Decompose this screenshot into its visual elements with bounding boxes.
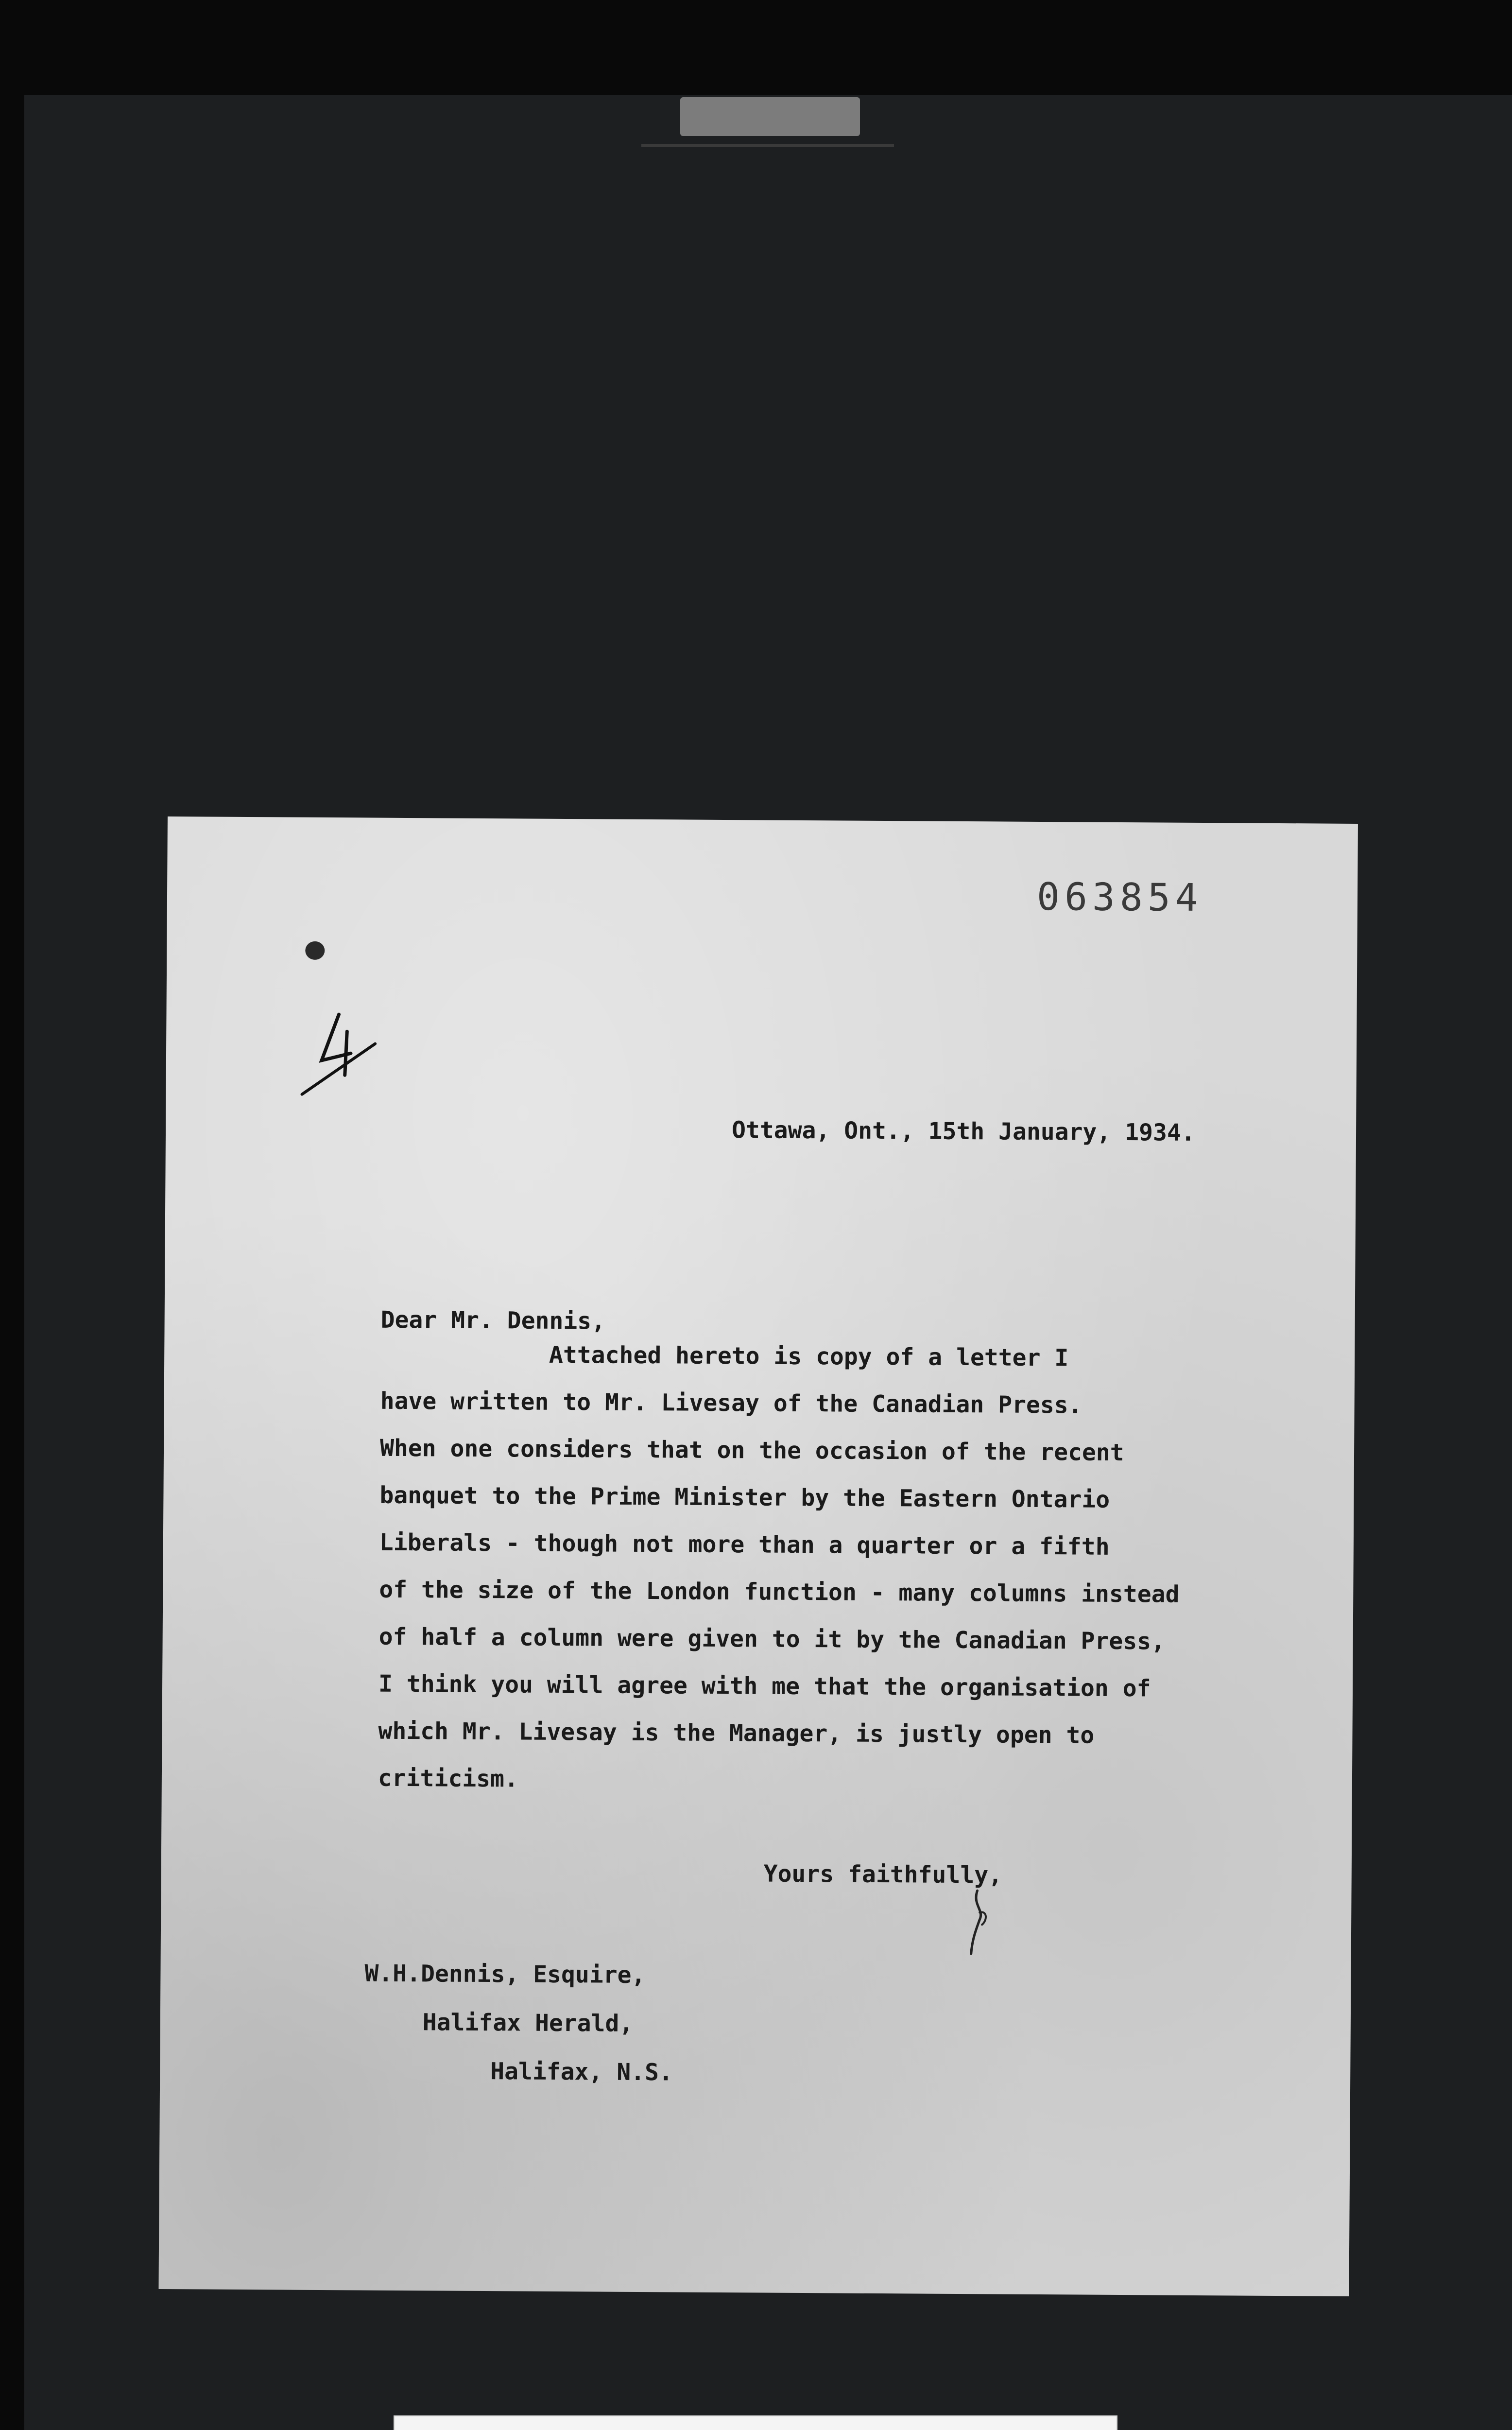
letter-body-line: When one considers that on the occasion of the recent [379, 1434, 1124, 1467]
document-number-stamp: 063854 [1036, 875, 1203, 920]
recipient-city: Halifax, N.S. [490, 2058, 673, 2086]
letter-date: Ottawa, Ont., 15th January, 1934. [731, 1116, 1195, 1146]
film-edge-line [641, 144, 894, 147]
letter-page [158, 816, 1357, 2296]
series-label [394, 2415, 1117, 2430]
letter-body [378, 1340, 1181, 1817]
handwritten-initial-signature [958, 1886, 1002, 1959]
recipient-organization: Halifax Herald, [422, 2009, 634, 2037]
letter-body-line: of half a column were given to it by the Canadian Press, [378, 1623, 1166, 1655]
letter-body-line: which Mr. Livesay is the Manager, is justly open to [378, 1717, 1095, 1749]
letter-body-line: of the size of the London function - many columns instead [379, 1576, 1180, 1608]
letter-body-line: have written to Mr. Livesay of the Canadian Press. [380, 1387, 1082, 1419]
letter-body-line: Attached hereto is copy of a letter I [380, 1340, 1069, 1372]
letter-body-line: Liberals - though not more than a quarter or a fifth [379, 1528, 1110, 1561]
letter-salutation: Dear Mr. Dennis, [380, 1306, 606, 1335]
letter-body-line: I think you will agree with me that the organisation of [378, 1670, 1151, 1702]
punch-hole [305, 941, 325, 960]
letter-closing: Yours faithfully, [763, 1860, 1003, 1889]
film-tab [680, 97, 860, 136]
recipient-name: W.H.Dennis, Esquire, [364, 1960, 646, 1989]
letter-body-line: criticism. [378, 1764, 519, 1793]
letter-body-line: banquet to the Prime Minister by the Eastern Ontario [379, 1481, 1110, 1513]
handwritten-page-mark [292, 1002, 390, 1100]
